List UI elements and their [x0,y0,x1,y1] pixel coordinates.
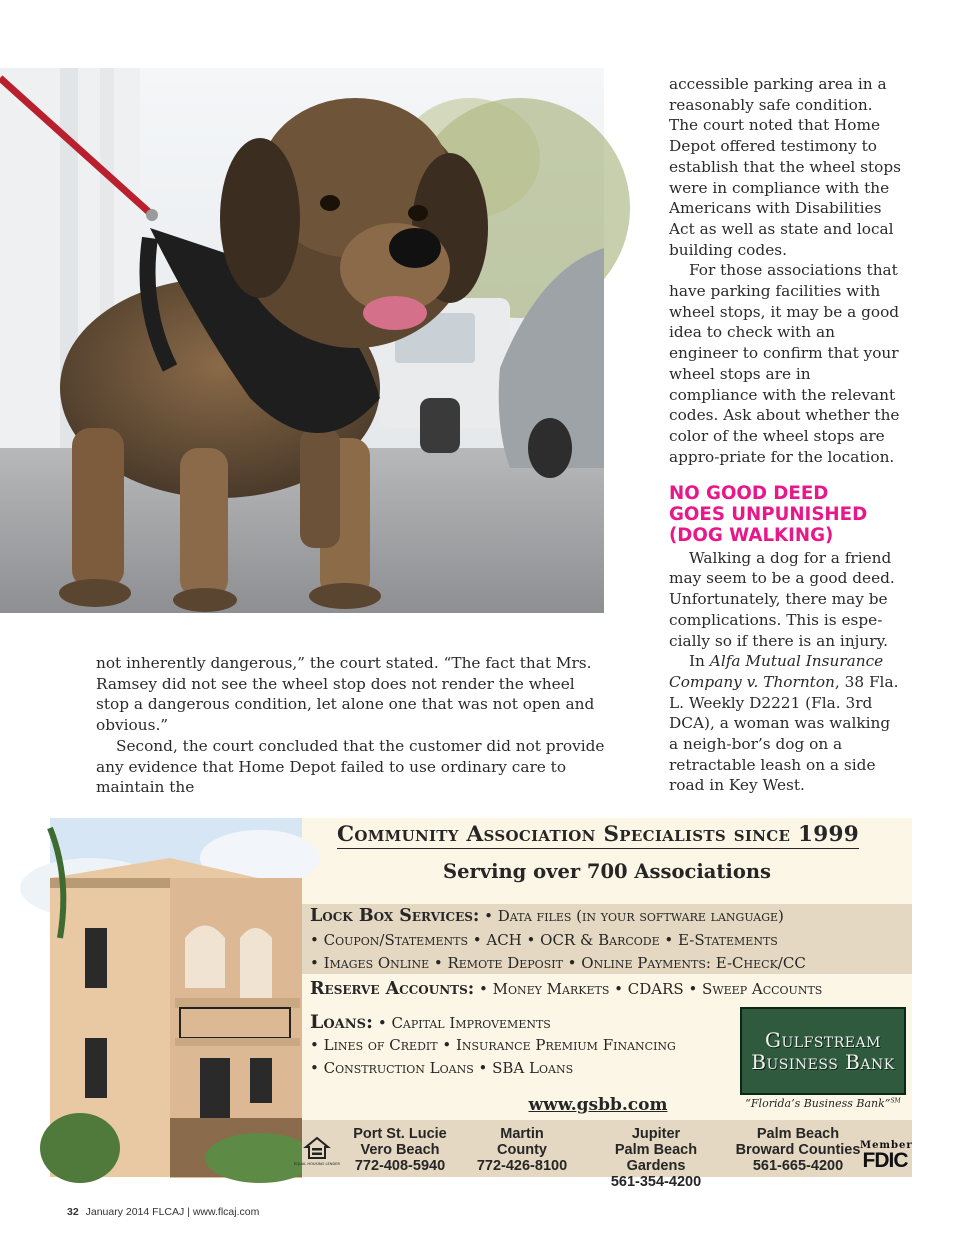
branch-info [734,1126,862,1174]
article-paragraph: accessible parking area in a reasonably safe condition. The court noted that Home Depot offered testimony to establish that the wheel stops were in compliance with the Americans with Disabilities Act as well as state and local building codes. [669,75,902,259]
article-paragraph: not inherently dangerous,” the court stated. “The fact that Mrs. Ramsey did not see the wheel stop does not render the wheel stop a dangerous condition, let alone one that was not open and obvious.” [96,654,595,735]
lockbox-item: • Data files (in your software language) [484,907,784,925]
branch-city: Martin [500,1126,544,1142]
article-paragraph: For those associations that have parking facilities with wheel stops, it may be a good idea to check with an engineer to confirm that your wheel stops are in compliance with the relevant codes. Ask about whether the color of the wheel stops are appro-priate for the location. [669,261,900,466]
section-heading-line: GOES UNPUNISHED [669,504,868,526]
branch-city: Jupiter [631,1126,681,1142]
branch-city: Broward Counties [735,1142,861,1158]
branch-info [584,1126,728,1190]
lockbox-label: Lock Box Services: [310,906,480,926]
lockbox-line: • Images Online • Remote Deposit • Online Payments: E-Check/CC [310,954,806,972]
fdic-text: FDIC [862,1149,908,1172]
branch-phone: 772-408-5940 [354,1158,446,1174]
loans-item: • Capital Improvements [377,1014,551,1032]
branch-city: Vero Beach [360,1142,440,1158]
condo-building-photo [50,818,302,1177]
service-mark: SM [890,1097,901,1105]
branch-phone: 561-665-4200 [752,1158,844,1174]
section-heading [669,484,901,546]
branch-info [348,1126,452,1174]
equal-housing-lender-icon [294,1136,340,1172]
fdic-member-text: Member [860,1140,913,1151]
lockbox-line [310,906,784,926]
reserve-line [310,979,822,999]
bank-name-line: Business Bank [751,1050,895,1074]
bank-logo [740,1007,906,1095]
bank-name [751,1029,894,1073]
publication-url[interactable]: www.flcaj.com [192,1206,260,1218]
loans-line: • Lines of Credit • Insurance Premium Financing [310,1036,676,1054]
footer-separator: | [187,1206,190,1218]
publication-name: FLCAJ [152,1206,185,1218]
branch-phone: 772-426-8100 [476,1158,568,1174]
branch-info [472,1126,572,1174]
bank-advertisement [50,818,913,1190]
dog-photo [0,68,604,613]
bank-website-link[interactable]: www.gsbb.com [528,1095,668,1115]
article-paragraph: Walking a dog for a friend may seem to be a good deed. Unfortunately, there may be complications. This is espe-cially so if there is an injury. [669,548,895,650]
branch-phone: 561-354-4200 [610,1174,702,1190]
article-paragraph [669,651,901,796]
bank-tagline-text: “Florida’s Business Bank” [745,1097,891,1110]
eho-text: EQUAL HOUSING LENDER [294,1162,340,1166]
section-heading-line: NO GOOD DEED [669,483,829,505]
loans-label: Loans: [310,1011,374,1033]
article-right-column [669,74,901,796]
case-name: Alfa Mutual Insurance Company v. Thornton [669,652,884,691]
loans-line: • Construction Loans • SBA Loans [310,1059,574,1077]
ad-heading: Community Association Specialists since 1999 [337,822,860,847]
article-paragraph: Second, the court concluded that the customer did not provide any evidence that Home Depot failed to use ordinary care to maintain the [96,736,605,797]
fdic-logo [860,1140,913,1172]
ad-content [294,818,913,1190]
branch-city: Port St. Lucie [353,1126,447,1142]
reserve-label: Reserve Accounts: [310,979,475,999]
page-number: 32 [67,1206,79,1218]
loans-line [310,1011,551,1033]
reserve-items: • Money Markets • CDARS • Sweep Accounts [479,980,823,998]
article-left-column [96,653,606,798]
lockbox-line: • Coupon/Statements • ACH • OCR & Barcode • E-Statements [310,931,778,949]
ad-subheading: Serving over 700 Associations [443,860,771,883]
section-heading-line: (DOG WALKING) [669,524,834,546]
branch-city: Palm Beach [756,1126,840,1142]
case-rest: , 38 Fla. L. Weekly D2221 (Fla. 3rd DCA), a woman was walking a neigh-bor’s dog on a retractable leash on a side road in Key West. [669,672,899,795]
branch-city: Palm Beach Gardens [614,1142,698,1174]
bank-name-line: Gulfstream [765,1028,881,1052]
case-lead: In [689,652,710,671]
page-footer [67,1206,259,1218]
branch-city: County [497,1142,547,1158]
issue-date: January 2014 [85,1206,150,1218]
